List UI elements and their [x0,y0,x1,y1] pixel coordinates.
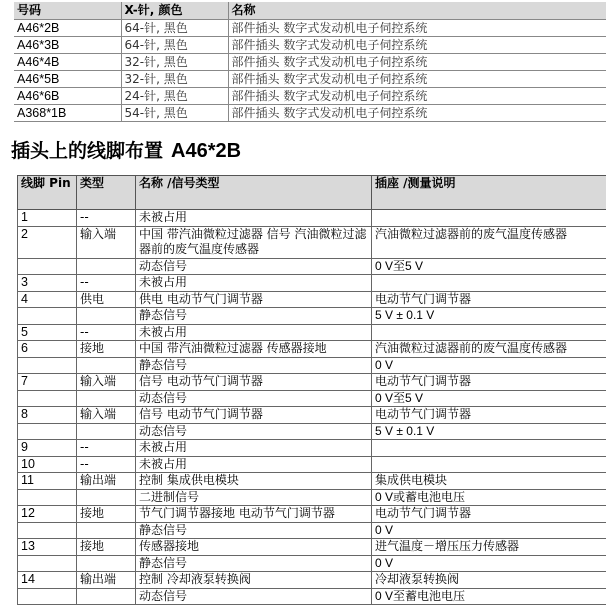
header-type: 类型 [77,176,136,210]
connector-pins-color: 64-针, 黑色 [121,37,228,54]
pin-type: -- [77,456,136,473]
table-row [18,555,606,572]
pin-number [18,308,77,325]
table-row [18,522,606,539]
table-row [18,374,606,391]
table-row [18,341,606,358]
pin-number: 13 [18,539,77,556]
connector-pins-color: 64-针, 黑色 [121,20,228,37]
pin-signal: 动态信号 [136,423,372,440]
pin-socket: 0 V [372,555,606,572]
pin-type: -- [77,324,136,341]
pin-number: 6 [18,341,77,358]
pin-socket: 5 V ± 0.1 V [372,308,606,325]
table-row [14,54,606,71]
header-socket: 插座 /测量说明 [372,176,606,210]
pin-signal: 未被占用 [136,440,372,457]
connector-number: A46*2B [14,20,121,37]
pin-signal: 二进制信号 [136,489,372,506]
table-row [14,37,606,54]
header-signal: 名称 /信号类型 [136,176,372,210]
header-pins-color: X-针, 颜色 [121,2,228,20]
pin-type [77,390,136,407]
pin-type [77,357,136,374]
pin-socket: 汽油微粒过滤器前的废气温度传感器 [372,341,606,358]
pin-number [18,522,77,539]
pin-type [77,555,136,572]
pin-number [18,588,77,605]
table-row [14,88,606,105]
pin-signal: 信号 电动节气门调节器 [136,374,372,391]
pin-socket: 集成供电模块 [372,473,606,490]
pin-socket: 进气温度－增压压力传感器 [372,539,606,556]
pin-socket [372,324,606,341]
pin-socket: 0 V至5 V [372,258,606,275]
pin-type: 接地 [77,539,136,556]
header-pin: 线脚 Pin [18,176,77,210]
pin-number: 1 [18,210,77,227]
table-row [18,291,606,308]
pin-number: 11 [18,473,77,490]
pin-socket: 电动节气门调节器 [372,407,606,424]
pin-signal: 中国 带汽油微粒过滤器 信号 汽油微粒过滤器前的废气温度传感器 [136,226,372,258]
pin-socket: 5 V ± 0.1 V [372,423,606,440]
connector-name: 部件插头 数字式发动机电子伺控系统 [228,88,606,105]
connector-pins-color: 24-针, 黑色 [121,88,228,105]
table-row [18,456,606,473]
table-row [18,357,606,374]
pin-signal: 中国 带汽油微粒过滤器 传感器接地 [136,341,372,358]
pin-number [18,357,77,374]
pin-type: 接地 [77,341,136,358]
connector-number: A46*5B [14,71,121,88]
pin-socket [372,440,606,457]
section-title [11,137,241,165]
pin-type [77,588,136,605]
pin-type: 供电 [77,291,136,308]
header-name: 名称 [228,2,606,20]
pin-type [77,489,136,506]
connector-pins-color: 32-针, 黑色 [121,54,228,71]
pin-signal: 未被占用 [136,210,372,227]
pin-socket [372,210,606,227]
table-row [18,324,606,341]
table-row [18,210,606,227]
pin-type: 输出端 [77,572,136,589]
connector-name: 部件插头 数字式发动机电子伺控系统 [228,37,606,54]
pin-number: 9 [18,440,77,457]
pin-type: 输入端 [77,374,136,391]
table-row [18,473,606,490]
pin-number [18,390,77,407]
table-row [18,407,606,424]
pin-socket: 0 V至5 V [372,390,606,407]
connector-name: 部件插头 数字式发动机电子伺控系统 [228,54,606,71]
pin-socket: 电动节气门调节器 [372,291,606,308]
pin-socket [372,275,606,292]
pin-signal: 静态信号 [136,308,372,325]
table-row [18,390,606,407]
table-row [14,20,606,37]
pin-type: -- [77,275,136,292]
pin-number: 2 [18,226,77,258]
table-row [18,506,606,523]
pin-socket [372,456,606,473]
connector-name: 部件插头 数字式发动机电子伺控系统 [228,105,606,122]
pin-socket: 0 V或蓄电池电压 [372,489,606,506]
pin-signal: 未被占用 [136,275,372,292]
pin-socket: 0 V [372,522,606,539]
pin-type: -- [77,210,136,227]
pin-type [77,522,136,539]
table-row [18,572,606,589]
table-row [18,588,606,605]
connector-number: A46*3B [14,37,121,54]
table-row [18,258,606,275]
header-number: 号码 [14,2,121,20]
pin-type [77,258,136,275]
section-title-text: 插头上的线脚布置 [11,140,164,162]
table-row [18,275,606,292]
connector-list-table [14,2,606,122]
pin-socket: 冷却液泵转换阀 [372,572,606,589]
connector-number: A46*4B [14,54,121,71]
pin-number [18,258,77,275]
table-row [14,71,606,88]
table-row [18,489,606,506]
pin-signal: 控制 集成供电模块 [136,473,372,490]
pin-signal: 未被占用 [136,456,372,473]
pin-type: 输出端 [77,473,136,490]
pin-table-header [18,176,606,210]
pin-signal: 信号 电动节气门调节器 [136,407,372,424]
pin-signal: 静态信号 [136,522,372,539]
pin-signal: 动态信号 [136,390,372,407]
pin-assignment-table [17,175,606,605]
pin-type [77,423,136,440]
pin-signal: 动态信号 [136,588,372,605]
pin-type: -- [77,440,136,457]
pin-signal: 动态信号 [136,258,372,275]
connector-name: 部件插头 数字式发动机电子伺控系统 [228,71,606,88]
connector-list-header [14,2,606,20]
table-row [18,539,606,556]
pin-socket: 0 V至蓄电池电压 [372,588,606,605]
pin-number: 8 [18,407,77,424]
pin-socket: 电动节气门调节器 [372,374,606,391]
pin-number [18,489,77,506]
pin-socket: 0 V [372,357,606,374]
pin-type [77,308,136,325]
pin-signal: 未被占用 [136,324,372,341]
pin-number: 10 [18,456,77,473]
table-row [18,226,606,258]
pin-signal: 静态信号 [136,357,372,374]
pin-number: 12 [18,506,77,523]
table-row [18,308,606,325]
connector-name: 部件插头 数字式发动机电子伺控系统 [228,20,606,37]
table-row [14,105,606,122]
pin-signal: 节气门调节器接地 电动节气门调节器 [136,506,372,523]
section-title-code: A46*2B [171,140,242,162]
pin-signal: 传感器接地 [136,539,372,556]
connector-pins-color: 32-针, 黑色 [121,71,228,88]
pin-socket: 电动节气门调节器 [372,506,606,523]
table-row [18,423,606,440]
pin-number: 7 [18,374,77,391]
table-row [18,440,606,457]
pin-number: 5 [18,324,77,341]
pin-type: 输入端 [77,407,136,424]
connector-number: A368*1B [14,105,121,122]
pin-number [18,423,77,440]
pin-number [18,555,77,572]
pin-type: 接地 [77,506,136,523]
pin-signal: 静态信号 [136,555,372,572]
connector-pins-color: 54-针, 黑色 [121,105,228,122]
pin-number: 4 [18,291,77,308]
pin-signal: 控制 冷却液泵转换阀 [136,572,372,589]
pin-number: 3 [18,275,77,292]
pin-socket: 汽油微粒过滤器前的废气温度传感器 [372,226,606,258]
pin-signal: 供电 电动节气门调节器 [136,291,372,308]
pin-number: 14 [18,572,77,589]
connector-number: A46*6B [14,88,121,105]
pin-type: 输入端 [77,226,136,258]
